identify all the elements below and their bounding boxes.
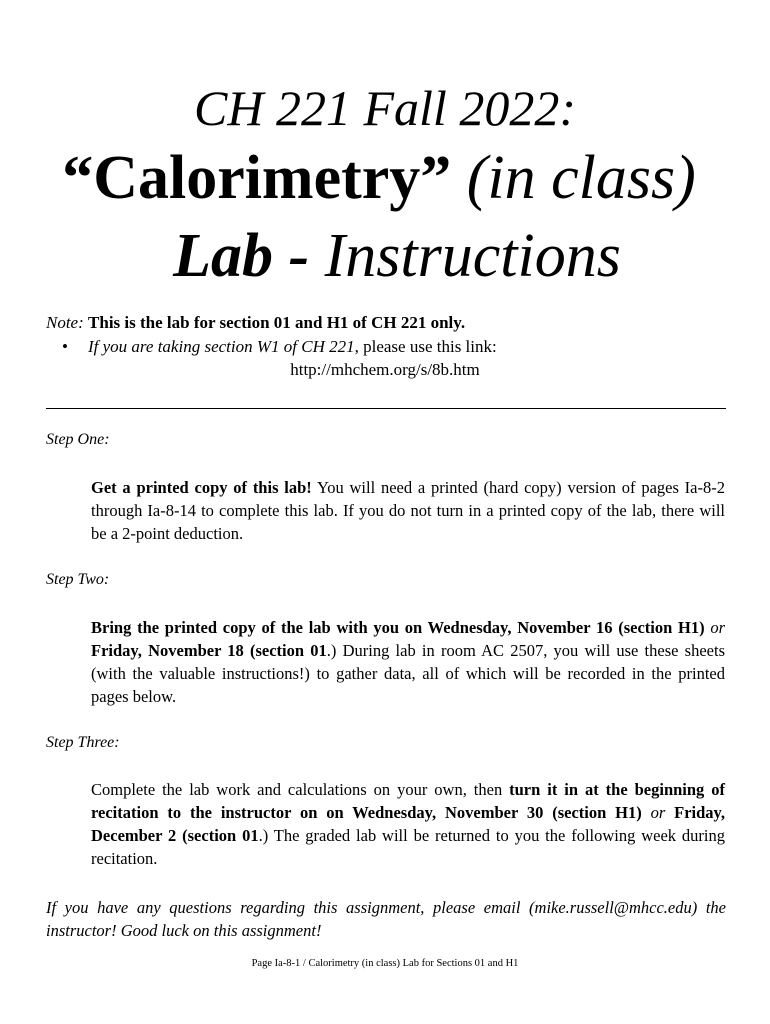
- step-two-label: Step Two:: [46, 571, 110, 588]
- step-three-intro: Complete the lab work and calculations on your own, then: [91, 780, 510, 799]
- title-instructions: Instructions: [324, 222, 621, 290]
- bullet-italic-text: If you are taking section W1 of CH 221: [88, 337, 355, 356]
- step-three-bold-2: Friday, December 2 (section 01: [91, 803, 725, 845]
- step-one-text: [91, 476, 725, 545]
- bullet-icon: •: [62, 337, 68, 356]
- step-three-or: or: [641, 803, 675, 822]
- divider: [46, 408, 726, 409]
- title-lab: Lab -: [173, 222, 310, 290]
- step-one-label: Step One:: [46, 431, 110, 448]
- step-three-bold-1: turn it in at the beginning of recitation to the instructor on on Wednesday, November 30 (section H1): [91, 780, 725, 822]
- note-text: This is the lab for section 01 and H1 of CH 221 only.: [88, 313, 466, 332]
- step-two-rest: .) During lab in room AC 2507, you will use these sheets (with the valuable instructions!) to gather data, all of which will be recorded in the printed pages below.: [91, 641, 725, 706]
- title-in-class: (in class): [466, 144, 696, 212]
- step-one-rest: You will need a printed (hard copy) version of pages Ia-8-2 through Ia-8-14 to complete this lab. If you do not turn in a printed copy of the lab, there will be a 2-point deduction.: [91, 478, 725, 543]
- step-one-bold: Get a printed copy of this lab!: [91, 478, 312, 497]
- note-label: Note:: [46, 313, 84, 332]
- step-two-bold-1: Bring the printed copy of the lab with you on Wednesday, November 16 (section H1): [91, 618, 705, 637]
- page-footer: Page Ia-8-1 / Calorimetry (in class) Lab for Sections 01 and H1: [251, 958, 519, 969]
- closing-note: If you have any questions regarding this assignment, please email (mike.russell@mhcc.edu) the instructor! Good luck on this assignment!: [46, 898, 726, 940]
- w1-link[interactable]: http://mhchem.org/s/8b.htm: [290, 360, 480, 379]
- title-calorimetry: “Calorimetry”: [62, 144, 452, 212]
- step-three-text: [91, 778, 725, 870]
- step-two-text: [91, 616, 725, 708]
- bullet-text: , please use this link:: [354, 337, 497, 356]
- step-two-or: or: [704, 618, 726, 637]
- title-line-2: [0, 142, 764, 214]
- note: [46, 313, 465, 333]
- step-three-label: Step Three:: [46, 734, 120, 751]
- title-line-3: [12, 220, 770, 292]
- step-three-rest: .) The graded lab will be returned to you the following week during recitation.: [91, 826, 725, 868]
- step-two-bold-2: Friday, November 18 (section 01: [91, 641, 327, 660]
- title-line-1: CH 221 Fall 2022:: [194, 80, 576, 136]
- note-bullet: [62, 337, 497, 357]
